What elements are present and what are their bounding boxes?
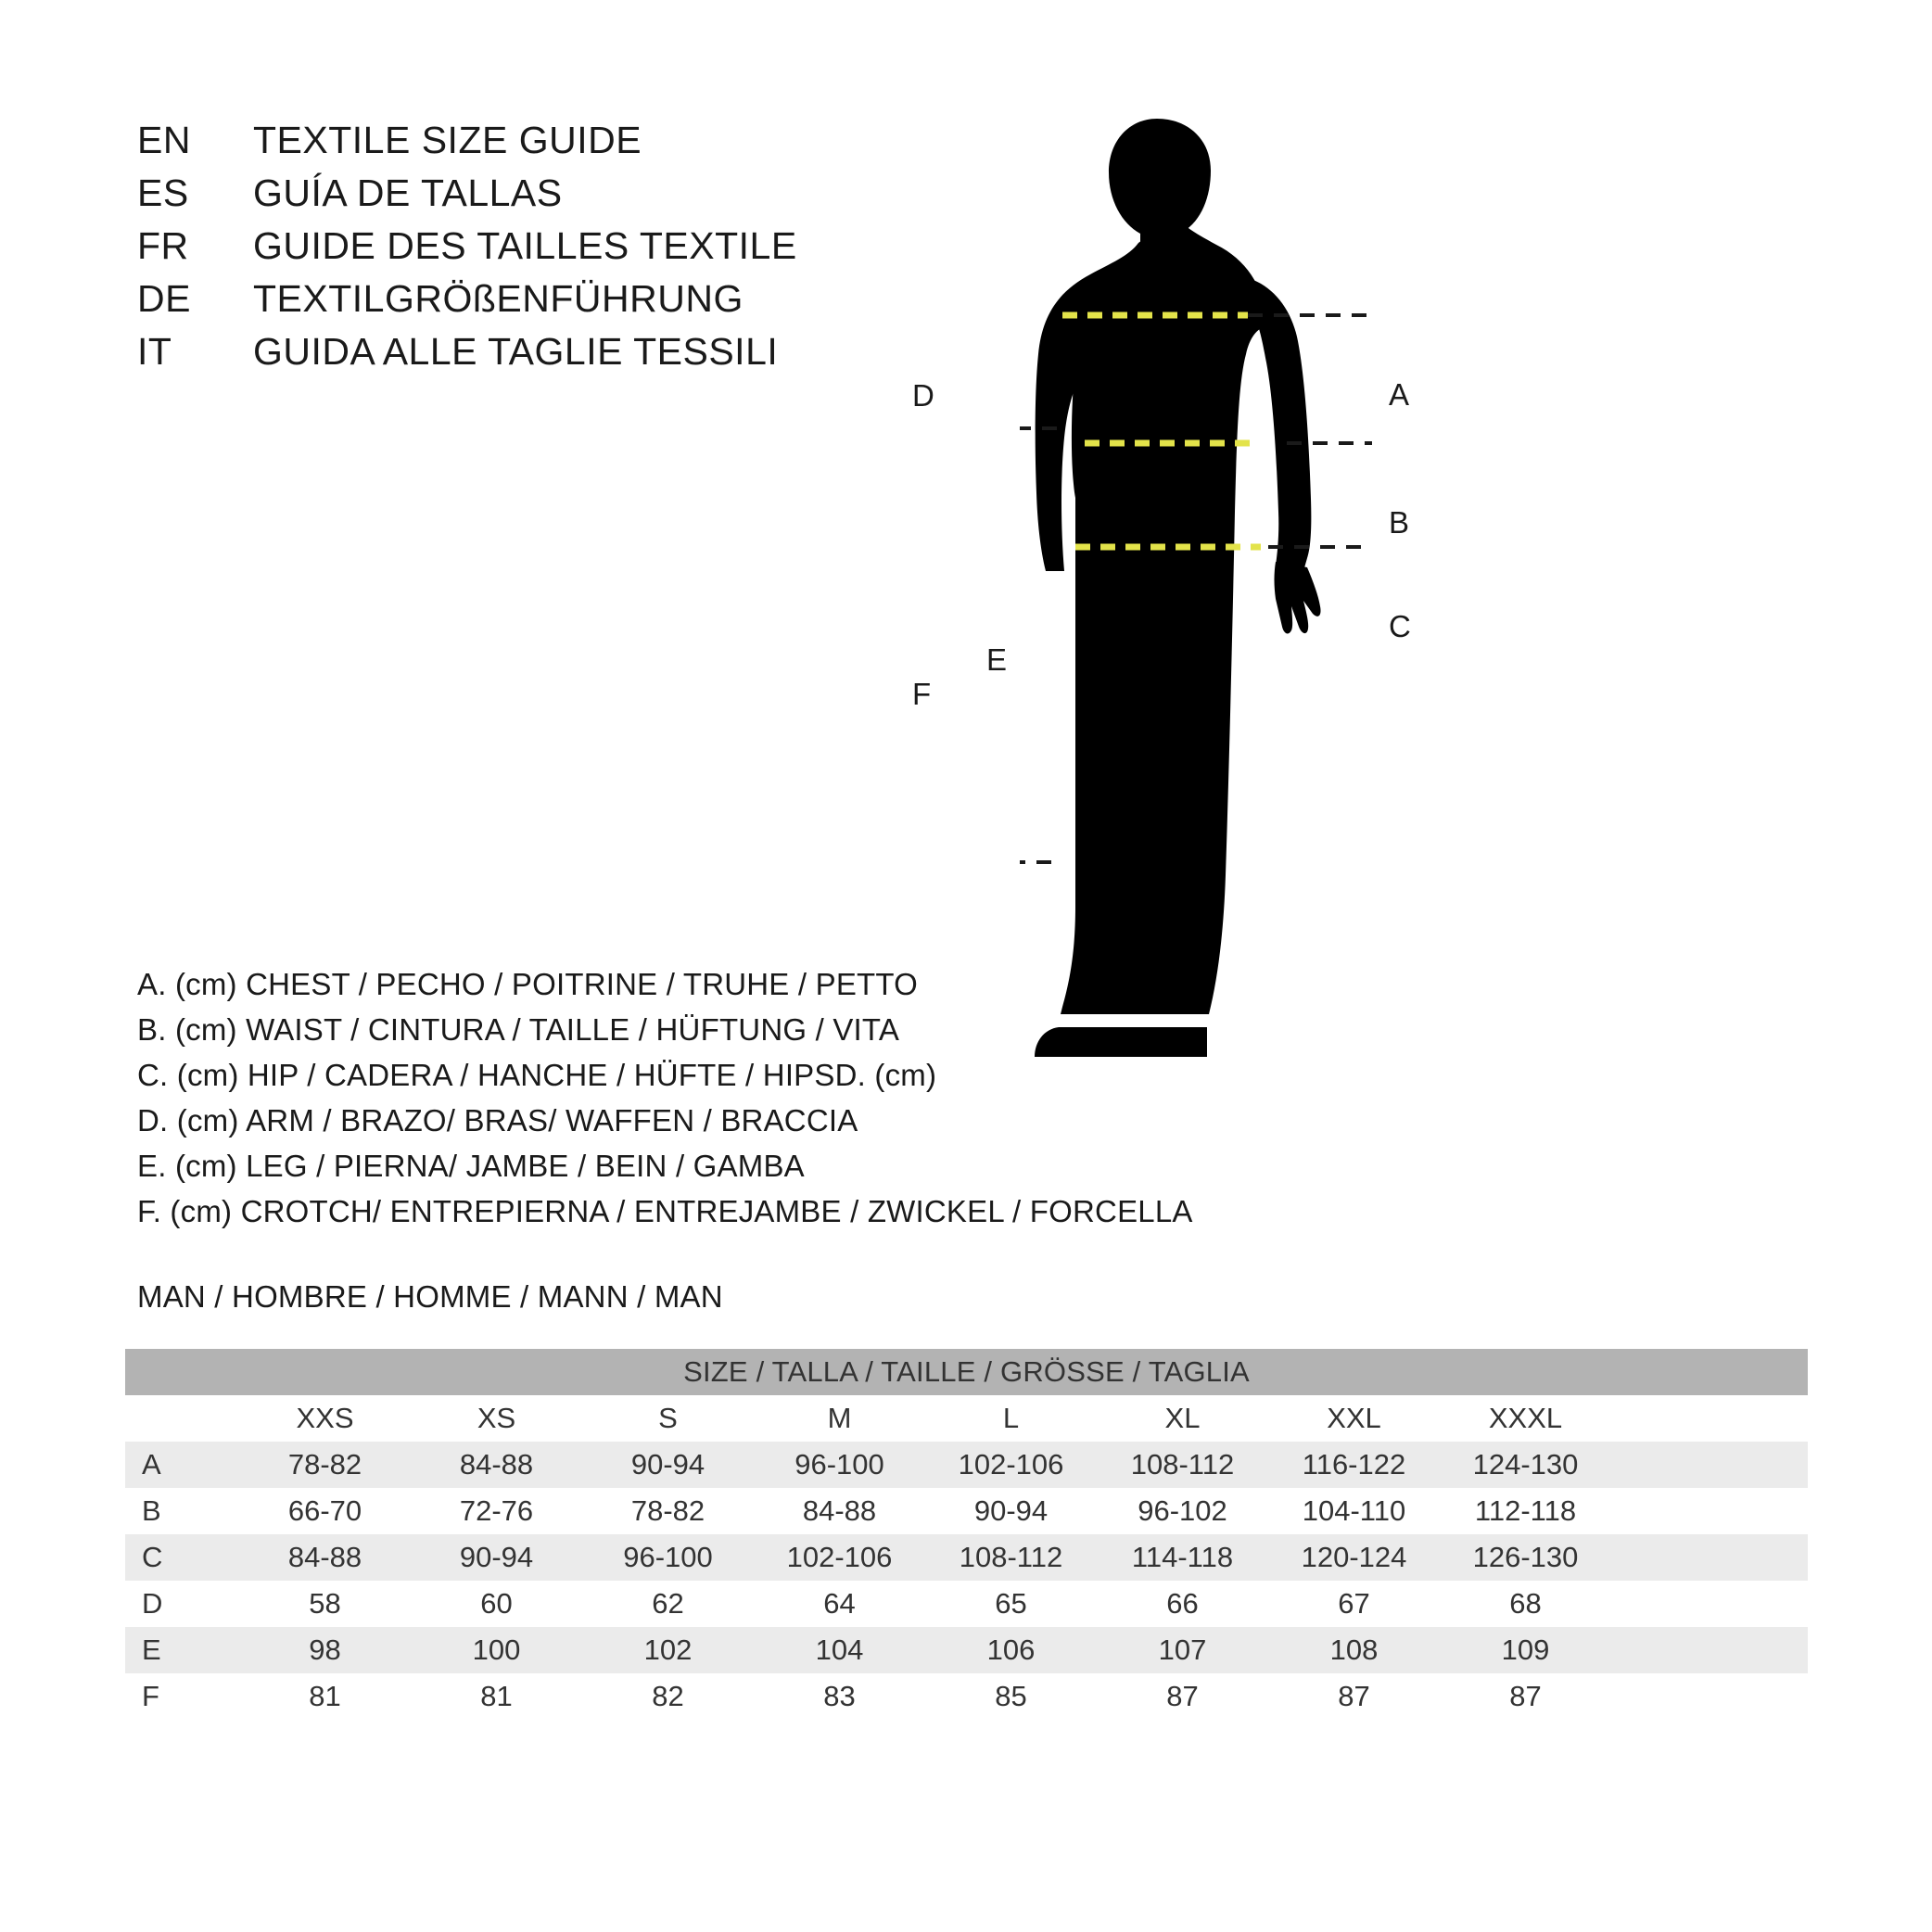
title-row: [137, 172, 797, 224]
table-row: [125, 1442, 1808, 1488]
cell-c-xl: 114-118: [1097, 1534, 1268, 1581]
cell-d-spacer: [1611, 1581, 1808, 1627]
table-header-bar: [125, 1349, 1808, 1395]
cell-c-s: 96-100: [582, 1534, 754, 1581]
dim-label-d: D: [912, 378, 934, 413]
dim-label-b: B: [1389, 505, 1410, 540]
cell-c-spacer: [1611, 1534, 1808, 1581]
cell-f-s: 82: [582, 1673, 754, 1720]
size-header-xxl: XXL: [1268, 1395, 1440, 1442]
row-label-c: C: [125, 1534, 239, 1581]
size-header-xl: XL: [1097, 1395, 1268, 1442]
cell-b-xl: 96-102: [1097, 1488, 1268, 1534]
cell-a-m: 96-100: [754, 1442, 925, 1488]
cell-c-xxs: 84-88: [239, 1534, 411, 1581]
cell-d-l: 65: [925, 1581, 1097, 1627]
title-text-en: TEXTILE SIZE GUIDE: [253, 119, 642, 161]
cell-d-m: 64: [754, 1581, 925, 1627]
cell-f-xl: 87: [1097, 1673, 1268, 1720]
cell-e-spacer: [1611, 1627, 1808, 1673]
row-label-a: A: [125, 1442, 239, 1488]
size-table-wrap: [125, 1349, 1808, 1720]
cell-c-m: 102-106: [754, 1534, 925, 1581]
cell-d-xxl: 67: [1268, 1581, 1440, 1627]
cell-a-s: 90-94: [582, 1442, 754, 1488]
cell-e-xl: 107: [1097, 1627, 1268, 1673]
title-text-fr: GUIDE DES TAILLES TEXTILE: [253, 224, 797, 267]
cell-f-m: 83: [754, 1673, 925, 1720]
legend-item-f: F. (cm) CROTCH/ ENTREPIERNA / ENTREJAMBE / ZWICKEL / FORCELLA: [137, 1194, 1193, 1228]
dim-label-c: C: [1389, 609, 1411, 643]
cell-b-xxxl: 112-118: [1440, 1488, 1611, 1534]
title-text-es: GUÍA DE TALLAS: [253, 172, 563, 214]
cell-a-xxl: 116-122: [1268, 1442, 1440, 1488]
cell-e-xxl: 108: [1268, 1627, 1440, 1673]
size-header-xxs: XXS: [239, 1395, 411, 1442]
size-header-m: M: [754, 1395, 925, 1442]
dim-label-a: A: [1389, 377, 1410, 412]
legend-item-b: B. (cm) WAIST / CINTURA / TAILLE / HÜFTUNG / VITA: [137, 1012, 900, 1047]
cell-c-xxxl: 126-130: [1440, 1534, 1611, 1581]
cell-f-l: 85: [925, 1673, 1097, 1720]
cell-f-xxxl: 87: [1440, 1673, 1611, 1720]
cell-e-xxxl: 109: [1440, 1627, 1611, 1673]
cell-d-xxxl: 68: [1440, 1581, 1611, 1627]
row-label-f: F: [125, 1673, 239, 1720]
cell-e-xxs: 98: [239, 1627, 411, 1673]
title-text-it: GUIDA ALLE TAGLIE TESSILI: [253, 330, 779, 373]
legend-item-c: C. (cm) HIP / CADERA / HANCHE / HÜFTE / HIPSD. (cm): [137, 1058, 937, 1092]
size-header-xxxl: XXXL: [1440, 1395, 1611, 1442]
size-diagram: [912, 83, 1854, 1224]
title-lang-es: ES: [137, 172, 189, 214]
cell-a-spacer: [1611, 1442, 1808, 1488]
size-header-xs: XS: [411, 1395, 582, 1442]
cell-d-xs: 60: [411, 1581, 582, 1627]
cell-b-xxl: 104-110: [1268, 1488, 1440, 1534]
title-row: [137, 224, 797, 277]
title-row: [137, 119, 797, 172]
cell-b-spacer: [1611, 1488, 1808, 1534]
cell-d-s: 62: [582, 1581, 754, 1627]
cell-c-xxl: 120-124: [1268, 1534, 1440, 1581]
cell-a-xxxl: 124-130: [1440, 1442, 1611, 1488]
gender-label: MAN / HOMBRE / HOMME / MANN / MAN: [137, 1279, 723, 1314]
title-row: [137, 330, 797, 383]
title-lang-en: EN: [137, 119, 191, 161]
dim-label-f: F: [912, 677, 932, 711]
cell-e-l: 106: [925, 1627, 1097, 1673]
cell-b-s: 78-82: [582, 1488, 754, 1534]
cell-b-xs: 72-76: [411, 1488, 582, 1534]
title-lang-de: DE: [137, 277, 191, 320]
title-lang-it: IT: [137, 330, 172, 373]
dim-label-e: E: [986, 642, 1008, 677]
cell-f-xxs: 81: [239, 1673, 411, 1720]
cell-f-xxl: 87: [1268, 1673, 1440, 1720]
title-text-de: TEXTILGRÖßENFÜHRUNG: [253, 277, 744, 320]
row-label-d: D: [125, 1581, 239, 1627]
cell-a-xl: 108-112: [1097, 1442, 1268, 1488]
legend-item-d: D. (cm) ARM / BRAZO/ BRAS/ WAFFEN / BRACCIA: [137, 1103, 858, 1138]
row-label-blank: [125, 1395, 239, 1442]
cell-c-l: 108-112: [925, 1534, 1097, 1581]
cell-b-xxs: 66-70: [239, 1488, 411, 1534]
size-header-l: L: [925, 1395, 1097, 1442]
table-row: [125, 1673, 1808, 1720]
size-table: [125, 1349, 1808, 1720]
cell-e-m: 104: [754, 1627, 925, 1673]
cell-f-xs: 81: [411, 1673, 582, 1720]
cell-e-xs: 100: [411, 1627, 582, 1673]
table-spacer: [1611, 1395, 1808, 1442]
title-lang-fr: FR: [137, 224, 189, 267]
cell-d-xxs: 58: [239, 1581, 411, 1627]
legend-item-e: E. (cm) LEG / PIERNA/ JAMBE / BEIN / GAMBA: [137, 1149, 805, 1183]
cell-d-xl: 66: [1097, 1581, 1268, 1627]
man-silhouette: [1035, 119, 1321, 1057]
table-row: [125, 1534, 1808, 1581]
table-row: [125, 1627, 1808, 1673]
title-block: [137, 119, 797, 383]
cell-b-m: 84-88: [754, 1488, 925, 1534]
legend-item-a: A. (cm) CHEST / PECHO / POITRINE / TRUHE / PETTO: [137, 967, 919, 1001]
cell-a-xxs: 78-82: [239, 1442, 411, 1488]
cell-a-l: 102-106: [925, 1442, 1097, 1488]
cell-c-xs: 90-94: [411, 1534, 582, 1581]
row-label-b: B: [125, 1488, 239, 1534]
cell-a-xs: 84-88: [411, 1442, 582, 1488]
row-label-e: E: [125, 1627, 239, 1673]
table-row: [125, 1488, 1808, 1534]
table-row: [125, 1581, 1808, 1627]
title-row: [137, 277, 797, 330]
cell-e-s: 102: [582, 1627, 754, 1673]
cell-f-spacer: [1611, 1673, 1808, 1720]
size-header-s: S: [582, 1395, 754, 1442]
table-size-header-row: [125, 1395, 1808, 1442]
cell-b-l: 90-94: [925, 1488, 1097, 1534]
table-header-label: SIZE / TALLA / TAILLE / GRÖSSE / TAGLIA: [125, 1349, 1808, 1395]
